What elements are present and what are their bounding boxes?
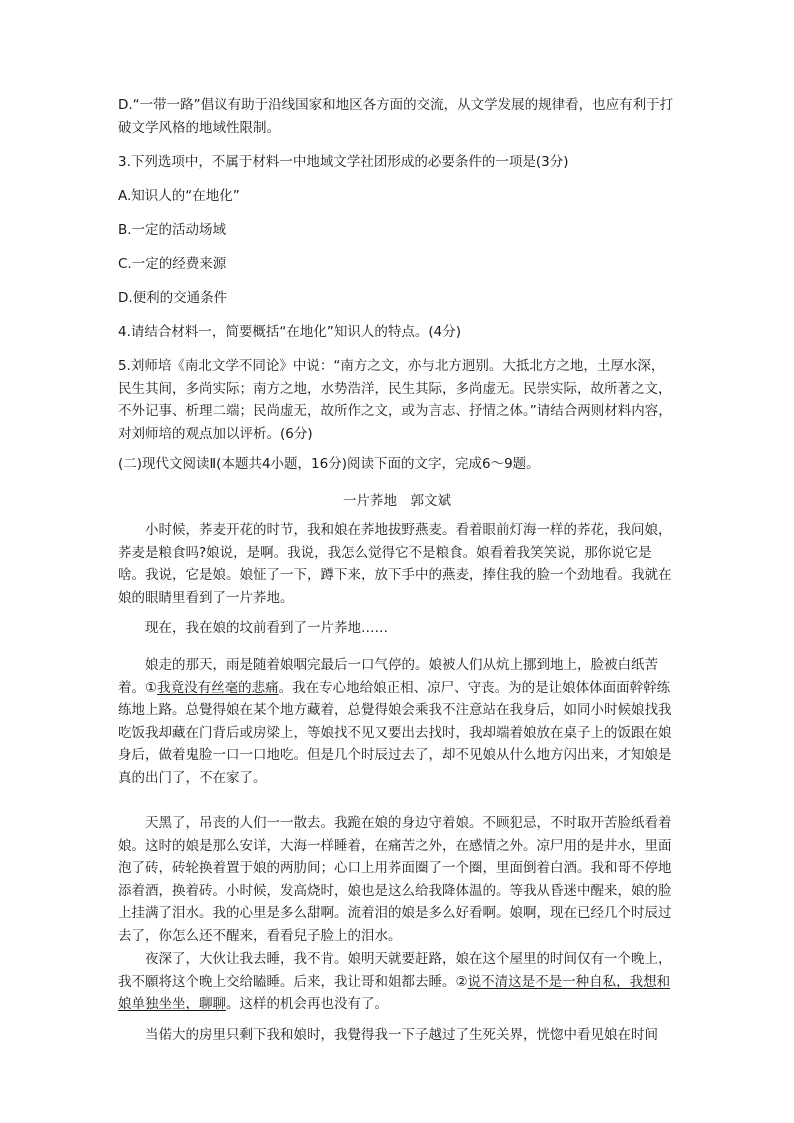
paragraph-2: 现在，我在娘的坟前看到了一片荞地…… — [145, 620, 388, 636]
paragraph-4: 天黑了，吊丧的人们一一散去。我跪在娘的身边守着娘。不顾犯忌，不时取开苦脸纸看着娘。这时的娘是那么安详，大海一样睡着，在痛苦之外，在感情之外。凉尸用的是井水，里面泡了砖，砖轮换着置于娘的两肋间；心口上用荞面圈了一个圈，里面倒着白酒。我和哥不停地添着酒，换着砖。小时候，发高烧时，娘也是这么给我降体温的。等我从昏迷中醒来，娘的脸上挂满了泪水。我的心里是多么甜啊。流着泪的娘是多么好看啊。娘啊，现在已经几个时辰过去了，你怎么还不醒来，看看兒子脸上的泪水。 — [118, 815, 672, 944]
question-5: 5.刘师培《南北文学不同论》中说：“南方之文，亦与北方迥别。大抵北方之地，土厚水深，民生其间，多尚实际；南方之地，水势浩洋，民生其际，多尚虚无。民崇实际，故所著之文，不外记事、析理二端；民尚虚无，故所作之文，或为言志、抒情之体。”请结合两则材料内容，对刘师培的观点加以评析。(6分) — [118, 358, 672, 442]
option-d: D.“一带一路”倡议有助于沿线国家和地区各方面的交流，从文学发展的规律看，也应有利于打破文学风格的地域性限制。 — [118, 97, 674, 136]
paragraph-3-rest: 。我在专心地给娘正相、凉尸、守丧。为的是让娘体体面面幹幹练练地上路。总覺得娘在某个地方藏着，总覺得娘会乘我不注意站在我身后，如同小时候娘找我吃饭我却藏在门背后或房梁上，等娘找不见又要出去找时，我却端着娘放在桌子上的饭跟在娘身后，做着鬼脸一口一口地吃。但是几个时辰过去了，却不见娘从什么地方闪出来，才知娘是真的出门了，不在家了。 — [118, 679, 672, 786]
question-3: 3.下列选项中，不属于材料一中地域文学社团形成的必要条件的一项是(3分) — [118, 154, 569, 170]
paragraph-5 — [118, 948, 674, 1016]
paragraph-3 — [118, 654, 674, 789]
paragraph-3-start: 娘走的那天，雨是随着娘咽完最后一口气停的。娘被人们从炕上挪到地上，脸被白纸苦着。① — [118, 657, 658, 696]
underlined-phrase-2: 说不清这是不是一种自私，我想和娘单独坐坐，聊聊 — [118, 973, 671, 1012]
paragraph-6: 当偌大的房里只剩下我和娘时，我覺得我一下子越过了生死关界，恍惚中看见娘在时间 — [145, 1027, 658, 1043]
story-title: 一片荞地 郭文斌 — [343, 493, 451, 509]
paragraph-1: 小时候，荞麦开花的时节，我和娘在荞地拔野燕麦。看着眼前灯海一样的荞花，我问娘，荞麦是粮食吗?娘说，是啊。我说，我怎么觉得它不是粮食。娘看着我笑笑说，那你说它是啥。我说，它是娘。娘怔了一下，蹲下来，放下手中的燕麦，捧住我的脸一个劲地看。我就在娘的眼睛里看到了一片荞地。 — [118, 522, 672, 606]
underlined-phrase-1: 我竟没有丝毫的悲痛 — [157, 679, 279, 696]
paragraph-5-start: 夜深了，大伙让我去睡，我不肯。娘明天就要赶路，娘在这个屋里的时间仅有一个晚上，我不願将这个晚上交给瞌睡。后来，我让哥和姐都去睡。② — [118, 951, 672, 990]
question-3-option-d: D.便利的交通条件 — [118, 290, 228, 306]
question-3-option-a: A.知识人的“在地化” — [118, 188, 240, 204]
question-3-option-b: B.一定的活动场域 — [118, 222, 227, 238]
section-2-heading: (二)现代文阅读Ⅱ(本题共4小题，16分)阅读下面的文字，完成6～9题。 — [118, 456, 540, 472]
question-3-option-c: C.一定的经费来源 — [118, 256, 227, 272]
question-4: 4.请结合材料一，简要概括“在地化”知识人的特点。(4分) — [118, 324, 461, 340]
paragraph-5-rest: 。这样的机会再也没有了。 — [226, 996, 388, 1012]
